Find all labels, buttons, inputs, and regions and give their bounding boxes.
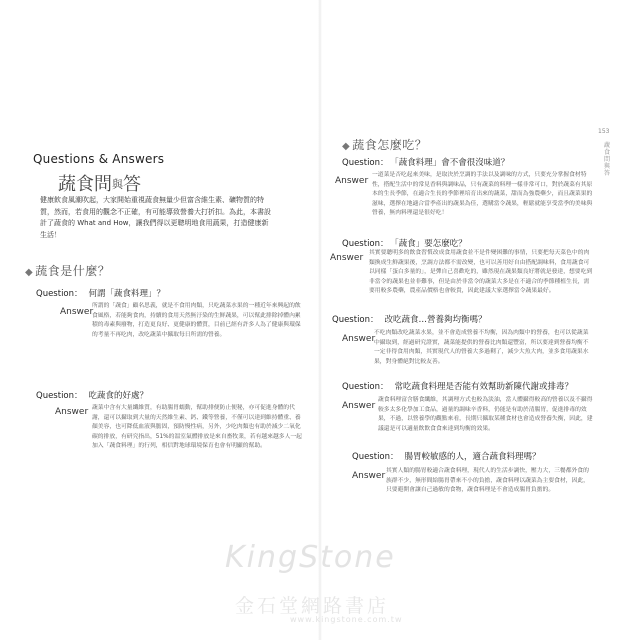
question-label: Question： (352, 452, 399, 462)
qa-title-english: Questions & Answers (33, 152, 165, 166)
watermark-brand: KingStone (225, 540, 396, 575)
question-text: 常吃蔬食料理是否能有效幫助新陳代謝或排毒？ (394, 382, 574, 392)
page-number: 153 (598, 128, 610, 135)
answer-label: Answer (352, 471, 386, 481)
question-label: Question： (36, 391, 83, 401)
answer-label: Answer (342, 401, 376, 411)
section-title: 蔬食怎麼吃？ (352, 138, 428, 152)
answer-5-text: 不吃肉類改吃蔬菜水果，並不會造成營養不均衡，因為肉類中的營養，也可以從蔬菜中攝取到，經過研究證實，蔬菜能提供的營養比肉類還豐富，所以要達到營養均衡不一定非得食用肉類，其實現代人的營養大多過剩了，減少大魚大肉，並多食用蔬果水果，對身體絕對比較友善。 (374, 330, 589, 365)
question-3 (342, 156, 509, 168)
question-5 (332, 313, 487, 325)
answer-4-text: 其實要聰明多的飲食習慣改成食用蔬食並不是件變困難的事情，只要把每天菜色中的肉類換成生鮮蔬果後，烹調方法都不需改變，也可以善用好自由搭配調味料，食用蔬食可以同樣「蛋白多量的」，是彈自己喜歡吃的，雖然現在蔬果類良好將就是發達，想要吃到非當令的蔬果也並非難事，但是由於非當令的蔬菜大多是在不適合的季節種植生長，需要用較多農藥，農產品價格也會較貴，因此建議大家選擇當令蔬果最好。 (369, 250, 593, 295)
qa-title-small: 與 (112, 178, 123, 191)
qa-title-end: 答 (123, 174, 141, 195)
question-text: 何謂「蔬食料理」？ (88, 289, 166, 299)
qa-title-chinese (58, 170, 141, 196)
question-1 (36, 287, 165, 299)
answer-7-text: 其實人類的腸胃較適合蔬食料理，現代人的生活步調快，壓力大，三餐都外食的族群不少，無形間給腸胃帶來不小的負擔，蔬食料理以蔬菜為主要食材，因此，只要避開會讓自己過敏的食物，蔬食料理是不會造成腸胃負擔的。 (386, 468, 589, 494)
question-text: 「蔬食料理」會不會很沒味道？ (394, 158, 510, 168)
side-tab-label: 蔬食問與答 (603, 142, 610, 177)
answer-label: Answer (342, 334, 376, 344)
section-title: 蔬食是什麼？ (35, 264, 111, 278)
question-label: Question： (342, 382, 389, 392)
question-6 (342, 380, 573, 392)
answer-label: Answer (55, 407, 89, 417)
section-heading-how (342, 136, 427, 153)
question-text: 腸胃較敏感的人，適合蔬食料理嗎？ (404, 452, 541, 462)
answer-label: Answer (60, 307, 94, 317)
question-text: 「蔬食」要怎麼吃？ (394, 239, 467, 249)
intro-paragraph: 健康飲食風潮吹起，大家開始重視蔬食無量少但富含維生素、礦物質的特質，然而，若食用的觀念不正確，有可能導致營養大打折扣。為此，本書設計了蔬食的 What and How，讓我們得以更聰明地食用蔬果，打造健康新生活！ (40, 196, 271, 239)
watermark-subtitle: 金石堂網路書店 (235, 595, 390, 617)
diamond-icon: ◆ (25, 267, 34, 278)
answer-label: Answer (335, 176, 369, 186)
diamond-icon: ◆ (342, 141, 351, 152)
question-label: Question： (36, 289, 83, 299)
question-label: Question： (342, 239, 389, 249)
question-7 (352, 450, 541, 462)
qa-title-main: 蔬食問 (58, 174, 112, 195)
answer-2-text: 蔬菜中含有大量纖維質，有助腸胃蠕動，幫助排便防止便秘，亦可促進身體的代謝，還可以攝取到大量的天然維生素、鈣、鐵等營養，不僅可以達到維持體重、養顏美容，也可降低血液與膽固，預防慢性病，另外，少吃肉類也有助於減少二氧化碳的排放，有研究指出，51%的溫室氣體排放是來自畜牧業，若有越來越多人一起加入「蔬食料理」的行列，相信對地球環境保育也會有明顯的幫助。 (92, 405, 302, 450)
answer-1-text: 所謂的「蔬食」顧名思義，就是不食用肉類，只吃蔬菜水果的一種近年來興起的飲食風格，若能夠食肉，持續的食用天然無汙染的生鮮蔬果，可以幫此排除掉體內累積的毒素與廢物，打造更良好、更健康的體質，目前已經有許多人為了健康與環保的考量不再吃肉，改吃蔬菜中攝取每日所需的營養。 (92, 303, 301, 338)
question-label: Question： (332, 315, 379, 325)
answer-3-text: 一道菜是否吃起來美味，是取決於烹調的手法以及調味的方式，只要充分掌握食材特性，搭配生活中的常見香料與調味品，只有蔬菜的料理一樣非常可口，對於蔬菜有其原本的生長季節，在適合生長的季節裡培育出來的蔬菜，甜而為強農藥少，而且蔬菜果的滋味，選擇在地適合當季產出的蔬果為佳，選購當令蔬果，輕鬆就能享受當季的美味與營養，無肉料理還是很好吃！ (372, 172, 593, 217)
watermark-url: www.kingstone.com.tw (290, 615, 403, 624)
question-text: 改吃蔬食…營養夠均衡嗎？ (384, 315, 487, 325)
section-heading-what (25, 262, 110, 279)
question-4 (342, 237, 467, 249)
question-text: 吃蔬食的好處？ (88, 391, 149, 401)
question-label: Question： (342, 158, 389, 168)
answer-label: Answer (330, 253, 364, 263)
question-2 (36, 389, 148, 401)
answer-6-text: 蔬食料理富含膳食纖維，其調理方式也較為淡油，當人體攝得較高的營養以及不攝得較多太多化學加工食品，過量的調味辛香料，仍能是有助於清腸胃，促進排毒的效果，不過，以營養學的觀點來看，長期只攝取某種食材也會造成營養失衡，因此，建議還是可以適量飲飲食食來達到均衡的效果。 (378, 397, 593, 432)
